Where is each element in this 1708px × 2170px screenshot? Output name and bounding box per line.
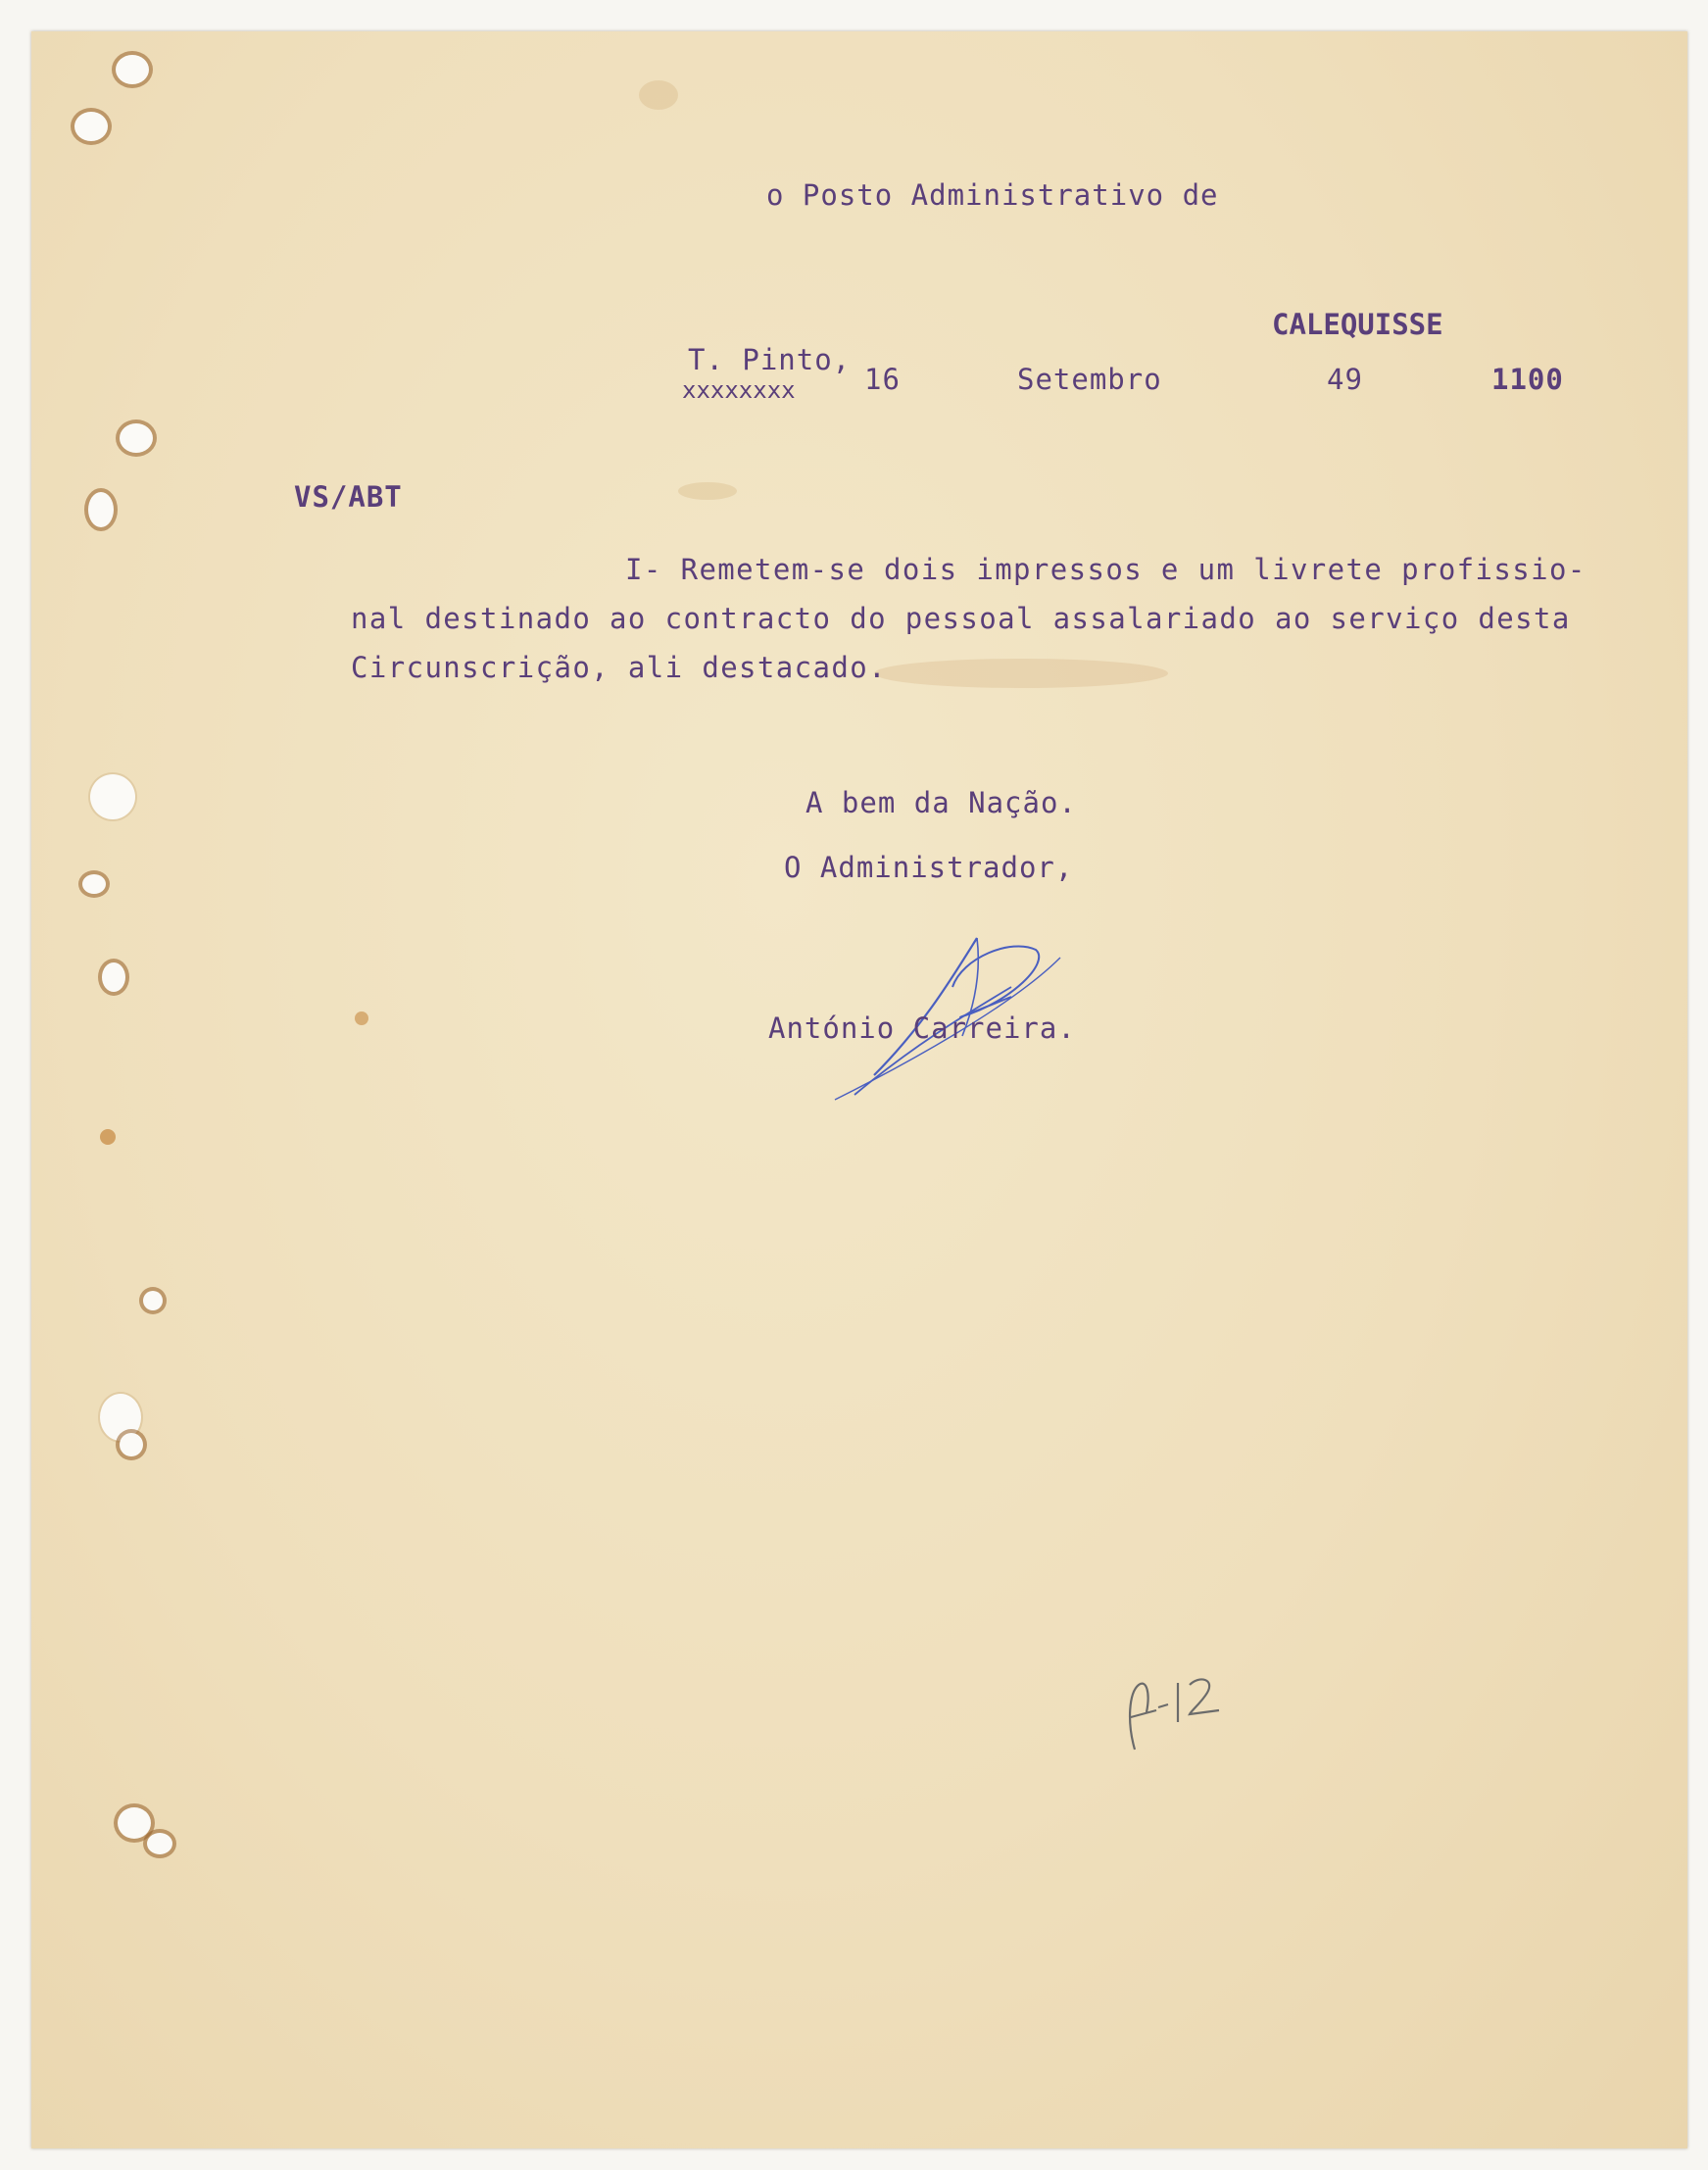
body-line: Circunscrição, ali destacado.: [351, 651, 887, 684]
signatory-name: António Carreira.: [768, 1011, 1076, 1045]
signatory-title: O Administrador,: [784, 851, 1074, 884]
body-line: I- Remetem-se dois impressos e um livrete profissio-: [625, 553, 1586, 586]
burn-hole: [120, 423, 153, 453]
aged-paper-sheet: [31, 31, 1687, 2148]
burn-hole: [74, 112, 108, 141]
pencil-annotation: [1117, 1663, 1235, 1756]
origin-line: T. Pinto,: [688, 343, 852, 376]
paper-stain: [874, 659, 1168, 688]
burn-hole: [82, 874, 106, 894]
date-year: 49: [1327, 363, 1363, 396]
burn-hole: [143, 1291, 163, 1310]
burn-hole: [116, 55, 149, 84]
paper-stain: [639, 80, 678, 110]
paper-stain: [355, 1011, 368, 1025]
date-day: 16: [864, 363, 901, 396]
burn-hole: [120, 1433, 143, 1456]
burn-hole: [147, 1833, 172, 1854]
paper-stain: [678, 482, 737, 500]
punch-hole: [90, 774, 135, 819]
struck-out-text: xxxxxxxx: [682, 376, 796, 404]
place-stamp: CALEQUISSE: [1272, 308, 1443, 341]
burn-hole: [118, 1807, 151, 1839]
burn-hole: [88, 492, 114, 527]
body-line: nal destinado ao contracto do pessoal assalariado ao serviço desta: [351, 602, 1571, 635]
reference-number: 1100: [1491, 363, 1564, 396]
burn-hole: [102, 962, 125, 992]
paper-stain: [100, 1129, 116, 1145]
initials-reference: VS/ABT: [294, 480, 403, 514]
closing-formula: A bem da Nação.: [805, 786, 1077, 819]
document-heading: o Posto Administrativo de: [766, 178, 1219, 212]
date-month: Setembro: [1017, 363, 1162, 396]
